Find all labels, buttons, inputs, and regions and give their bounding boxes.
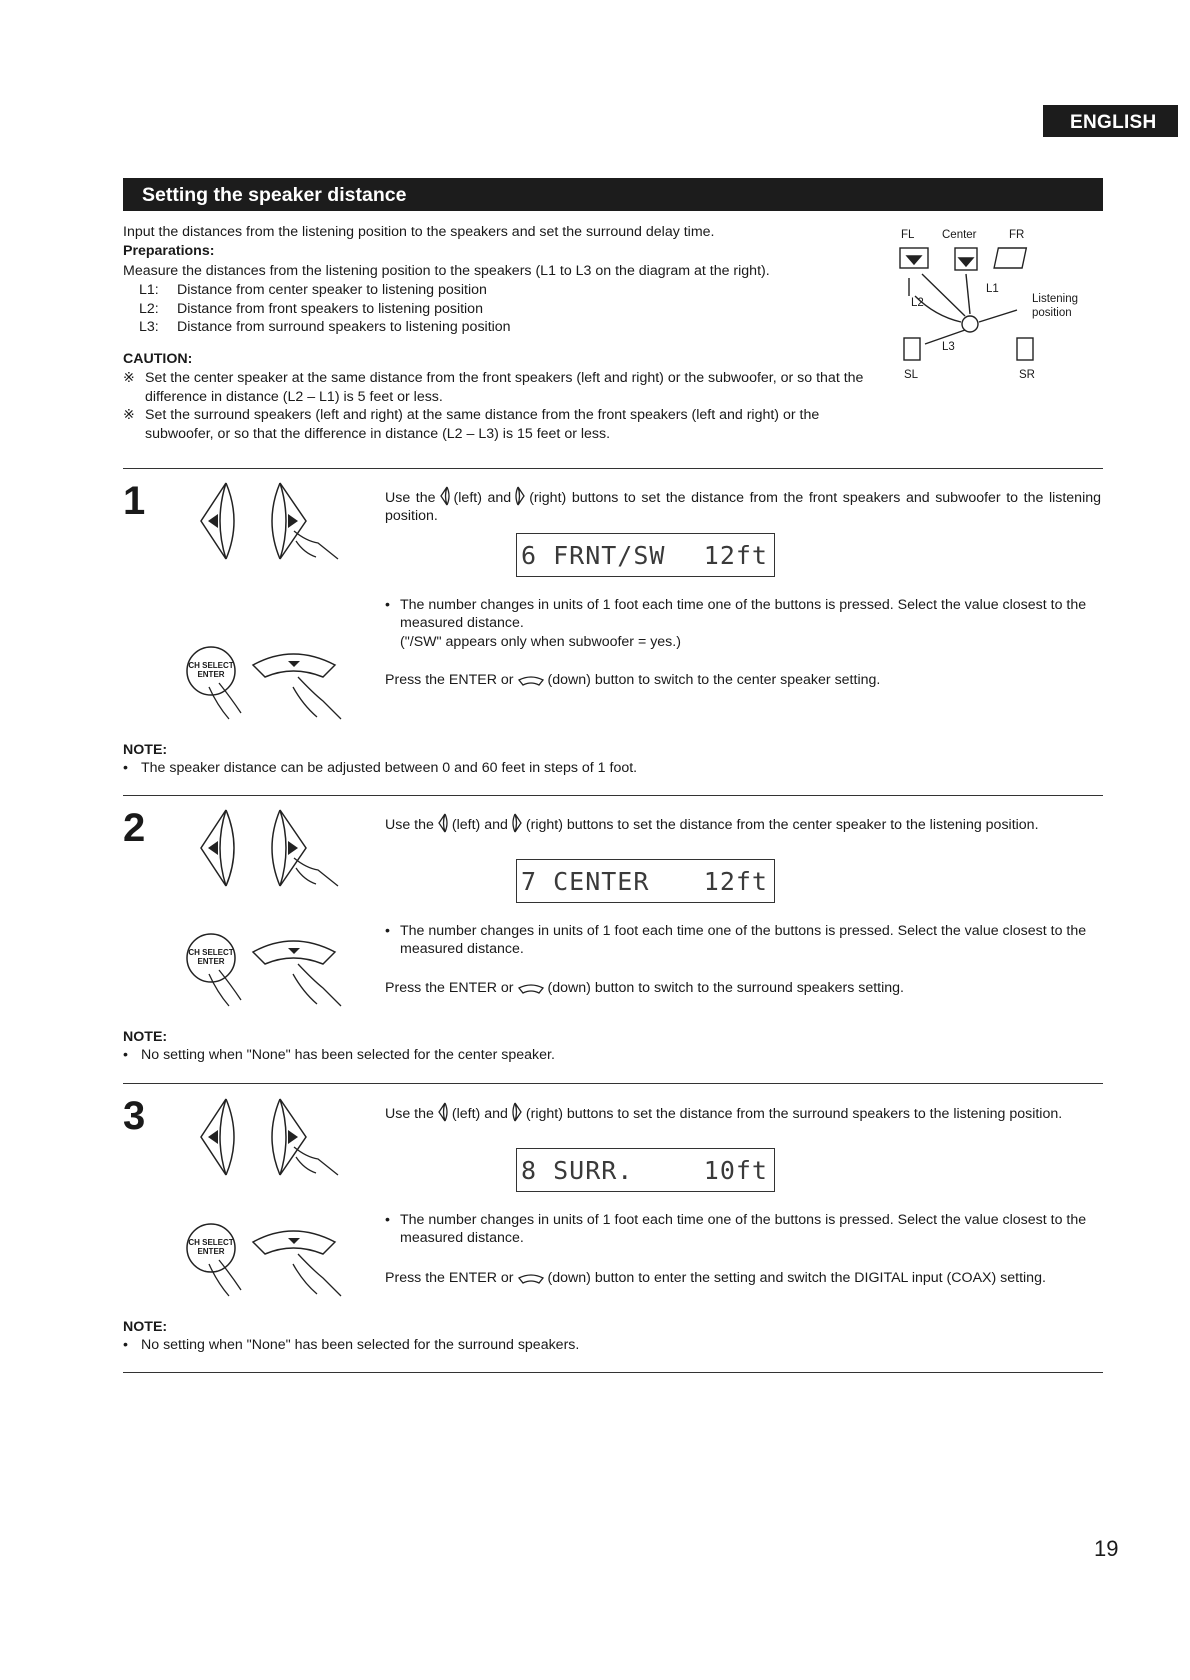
right-button-icon: [266, 481, 346, 561]
label-sl: SL: [904, 369, 919, 381]
note: NOTE: • No setting when "None" has been selected for the center speaker.: [123, 1029, 555, 1064]
lcd-display: 6 FRNT/SW 12ft: [516, 533, 775, 577]
preparations-label: Preparations:: [123, 243, 215, 260]
step-instruction: Use the (left) and (right) buttons to set the distance from the surround speakers to the listening position.: [385, 1102, 1101, 1123]
enter-button-label: CH SELECT ENTER: [188, 661, 234, 679]
right-button-icon: [514, 486, 526, 506]
label-l1: L1: [986, 283, 999, 295]
label-fr: FR: [1009, 229, 1025, 241]
sl-speaker-icon: [904, 338, 920, 360]
press-instruction: Press the ENTER or (down) button to switch to the surround speakers setting.: [385, 980, 904, 996]
down-button-icon: [517, 1274, 545, 1286]
distance-item: L3: Distance from surround speakers to listening position: [139, 319, 511, 336]
measure-text: Measure the distances from the listening position to the speakers (L1 to L3 on the diagram at the right).: [123, 262, 770, 279]
label-l2: L2: [911, 297, 924, 309]
label-center: Center: [942, 229, 977, 241]
enter-down-buttons-icon: [183, 643, 353, 723]
step-bullet: • The number changes in units of 1 foot each time one of the buttons is pressed. Select the value closest to the measured distance. ("/SW" appears only when subwoofer = yes.): [385, 597, 1087, 650]
down-button-icon: [517, 984, 545, 996]
caution-label: CAUTION:: [123, 350, 193, 367]
left-button-icon: [196, 1097, 246, 1177]
speaker-layout-diagram: [895, 226, 1079, 386]
section-title: Setting the speaker distance: [123, 178, 1103, 211]
enter-button-label: CH SELECT ENTER: [188, 948, 234, 966]
divider: [123, 795, 1103, 796]
step-instruction: Use the (left) and (right) buttons to set the distance from the center speaker to the listening position.: [385, 813, 1101, 834]
right-button-icon: [266, 1097, 346, 1177]
caution-item: ※ Set the surround speakers (left and right) at the same distance from the front speakers (left and right) or the subwoofer, or so that the difference in distance (L2 – L3) is 15 feet or less.: [123, 407, 820, 442]
down-button-icon: [517, 676, 545, 688]
left-button-icon: [439, 486, 451, 506]
divider: [123, 1083, 1103, 1084]
caution-item: ※ Set the center speaker at the same distance from the front speakers (left and right) or the subwoofer, or so that the difference in distance (L2 – L1) is 5 feet or less.: [123, 370, 864, 405]
press-instruction: Press the ENTER or (down) button to switch to the center speaker setting.: [385, 672, 881, 688]
press-instruction: Press the ENTER or (down) button to enter the setting and switch the DIGITAL input (COAX) setting.: [385, 1270, 1046, 1286]
divider: [123, 1372, 1103, 1373]
step-bullet: • The number changes in units of 1 foot each time one of the buttons is pressed. Select the value closest to the measured distance.: [385, 923, 1087, 958]
label-l3: L3: [942, 341, 955, 353]
step-number: 3: [123, 1094, 146, 1138]
label-fl: FL: [901, 229, 915, 241]
step-bullet: • The number changes in units of 1 foot each time one of the buttons is pressed. Select the value closest to the measured distance.: [385, 1212, 1087, 1247]
intro-block: [123, 223, 883, 443]
enter-button-label: CH SELECT ENTER: [188, 1238, 234, 1256]
left-button-icon: [196, 808, 246, 888]
right-button-icon: [266, 808, 346, 888]
page-number: 19: [1094, 1536, 1119, 1561]
left-button-icon: [437, 1102, 449, 1122]
step-number: 1: [123, 479, 146, 523]
lcd-display: 7 CENTER 12ft: [516, 859, 775, 903]
step-instruction: Use the (left) and (right) buttons to set the distance from the front speakers and subwoofer to the listening position.: [385, 486, 1101, 526]
note: NOTE: • No setting when "None" has been selected for the surround speakers.: [123, 1319, 580, 1354]
language-tab: ENGLISH: [1043, 105, 1178, 137]
lcd-display: 8 SURR. 10ft: [516, 1148, 775, 1192]
divider: [123, 468, 1103, 469]
fr-speaker-icon: [994, 248, 1026, 268]
intro-line: Input the distances from the listening position to the speakers and set the surround delay time.: [123, 224, 715, 240]
note: NOTE: • The speaker distance can be adjusted between 0 and 60 feet in steps of 1 foot.: [123, 742, 638, 777]
enter-down-buttons-icon: [183, 930, 353, 1010]
label-position: position: [1032, 307, 1072, 319]
sr-speaker-icon: [1017, 338, 1033, 360]
step-number: 2: [123, 806, 146, 850]
left-button-icon: [437, 813, 449, 833]
left-button-icon: [196, 481, 246, 561]
distance-item: L2: Distance from front speakers to listening position: [139, 300, 483, 317]
label-sr: SR: [1019, 369, 1035, 381]
right-button-icon: [511, 1102, 523, 1122]
distance-item: L1: Distance from center speaker to listening position: [139, 282, 487, 299]
right-button-icon: [511, 813, 523, 833]
enter-down-buttons-icon: [183, 1220, 353, 1300]
label-listening: Listening: [1032, 293, 1079, 305]
